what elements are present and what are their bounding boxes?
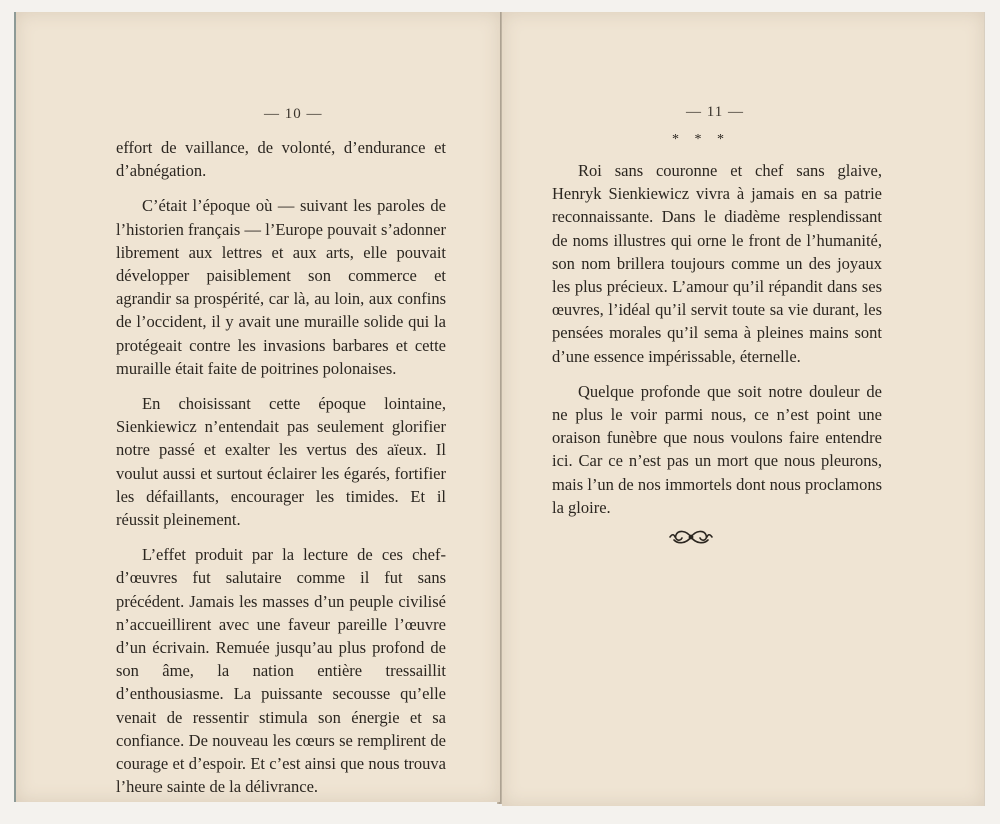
paragraph: Roi sans couronne et chef sans glaive, Henryk Sienkiewicz vivra à jamais en sa patrie reconnaissante. Dans le diadème resplendissant de noms illustres qui orne le front de l’humanité, son nom brillera toujours comme un des joyaux les plus précieux. L’amour qu’il répandit dans ses œuvres, l’idéal qu’il servit toute sa vie durant, les pensées morales qu’il sema à pleines mains sont d’une essence impérissable, éternelle. (552, 161, 882, 366)
paragraph: C’était l’époque où — suivant les paroles de l’historien français — l’Europe pouvait s’adonner librement aux lettres et aux arts, elle pouvait développer paisiblement son commerce et agrandir sa prospérité, car là, au loin, aux confins de l’occident, il y avait une muraille solide qui la protégeait contre les invasions barbares et cette muraille était faite de poitrines polonaises. (116, 196, 446, 378)
paragraph: L’effet produit par la lecture de ces chef-d’œuvres fut salutaire comme il fut sans précédent. Jamais les masses d’un peuple civilisé n’accueillirent avec une faveur pareille l’œuvre d’un écrivain. Remuée jusqu’au plus profond de son âme, la nation entière tressaillit d’enthousiasme. La puissante secousse qu’elle venait de ressentir stimula son énergie et sa confiance. De nouveau les cœurs se remplirent de courage et d’espoir. Et c’est ainsi que nous trouva l’heure sainte de la délivrance. (116, 545, 446, 797)
paragraph: effort de vaillance, de volonté, d’endurance et d’abnégation. (116, 138, 446, 181)
right-page-text (552, 159, 882, 531)
asterism-divider: * * * (672, 132, 730, 147)
left-page-text (116, 136, 446, 810)
paragraph: En choisissant cette époque lointaine, Sienkiewicz n’entendait pas seulement glorifier notre passé et exalter les vertus des aïeux. Il voulut aussi et surtout éclairer les égarés, fortifier les défaillants, encourager les timides. Et il réussit pleinement. (116, 394, 446, 530)
page-number-10: — 10 — (264, 106, 323, 122)
paragraph: Quelque profonde que soit notre douleur de ne plus le voir parmi nous, ce n’est point une oraison funèbre que nous voulons faire entendre ici. Car ce n’est pas un mort que nous pleurons, mais l’un de nos immortels dont nous proclamons la gloire. (552, 381, 882, 517)
fleuron-ornament-icon (666, 526, 716, 548)
left-page (14, 12, 500, 802)
page-number-11: — 11 — (686, 104, 744, 120)
right-page (502, 12, 985, 806)
